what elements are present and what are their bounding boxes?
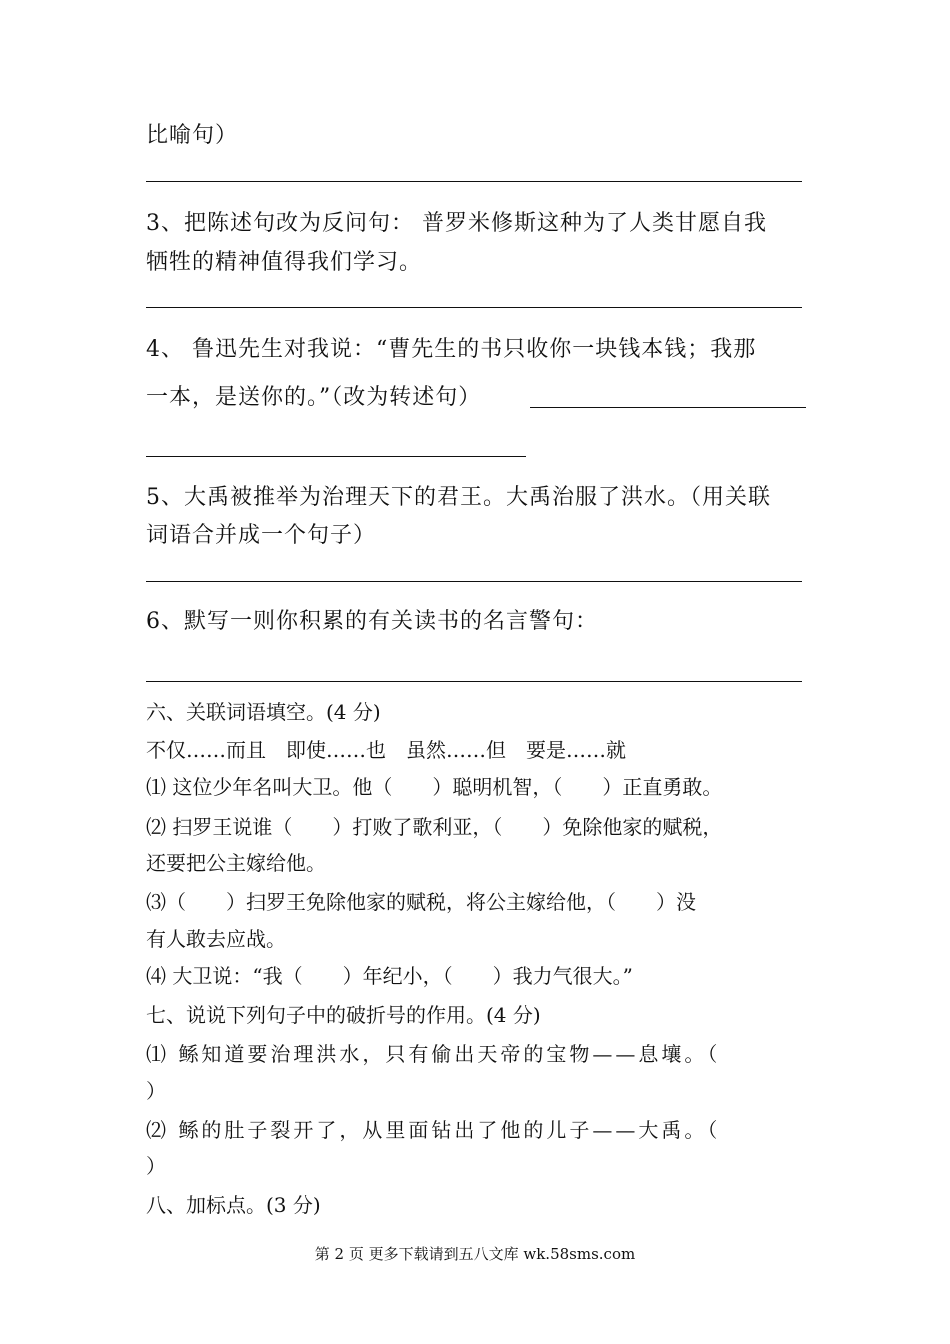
text-line: 还要把公主嫁给他。 — [146, 851, 326, 875]
question-3: 3、把陈述句改为反问句： 普罗米修斯这种为了人类甘愿自我 — [146, 211, 767, 236]
answer-line — [146, 307, 802, 308]
answer-line — [530, 407, 806, 408]
question-5: 5、大禹被推举为治理天下的君王。大禹治服了洪水。（用关联 — [146, 485, 771, 510]
question-6: 6、默写一则你积累的有关读书的名言警句： — [146, 609, 598, 634]
answer-line — [146, 181, 802, 182]
question-item: ⑵ 鲧的肚子裂开了，从里面钻出了他的儿子——大禹。（ — [146, 1118, 721, 1142]
answer-line — [146, 681, 802, 682]
question-item: ⑴ 鲧知道要治理洪水，只有偷出天帝的宝物——息壤。（ — [146, 1042, 721, 1066]
answer-line — [146, 456, 526, 457]
text-line: ） — [146, 1154, 166, 1178]
text-line: ） — [146, 1079, 166, 1103]
text-line: 词语合并成一个句子） — [146, 523, 377, 548]
text-line: 有人敢去应战。 — [146, 927, 286, 951]
page-footer: 第 2 页 更多下载请到五八文库 wk.58sms.com — [314, 1245, 636, 1263]
section-heading: 六、关联词语填空。(4 分) — [146, 700, 381, 724]
section-heading: 八、加标点。(3 分) — [146, 1193, 321, 1217]
section-heading: 七、说说下列句子中的破折号的作用。(4 分) — [146, 1003, 541, 1027]
text-line: 比喻句） — [146, 123, 239, 148]
answer-line — [146, 581, 802, 582]
question-item: ⑵ 扫罗王说谁（ ）打败了歌利亚，（ ）免除他家的赋税， — [146, 815, 723, 839]
question-item: ⑷ 大卫说：“我（ ）年纪小，（ ）我力气很大。” — [146, 964, 633, 988]
question-4: 4、 鲁迅先生对我说：“曹先生的书只收你一块钱本钱；我那 — [146, 337, 757, 362]
word-bank: 不仅……而且 即使……也 虽然……但 要是……就 — [146, 738, 626, 762]
text-line: 牺牲的精神值得我们学习。 — [146, 250, 423, 275]
question-item: ⑶（ ）扫罗王免除他家的赋税，将公主嫁给他，（ ）没 — [146, 890, 696, 914]
question-item: ⑴ 这位少年名叫大卫。他（ ）聪明机智，（ ）正直勇敢。 — [146, 775, 723, 799]
text-line: 一本，是送你的。”（改为转述句） — [146, 385, 482, 410]
